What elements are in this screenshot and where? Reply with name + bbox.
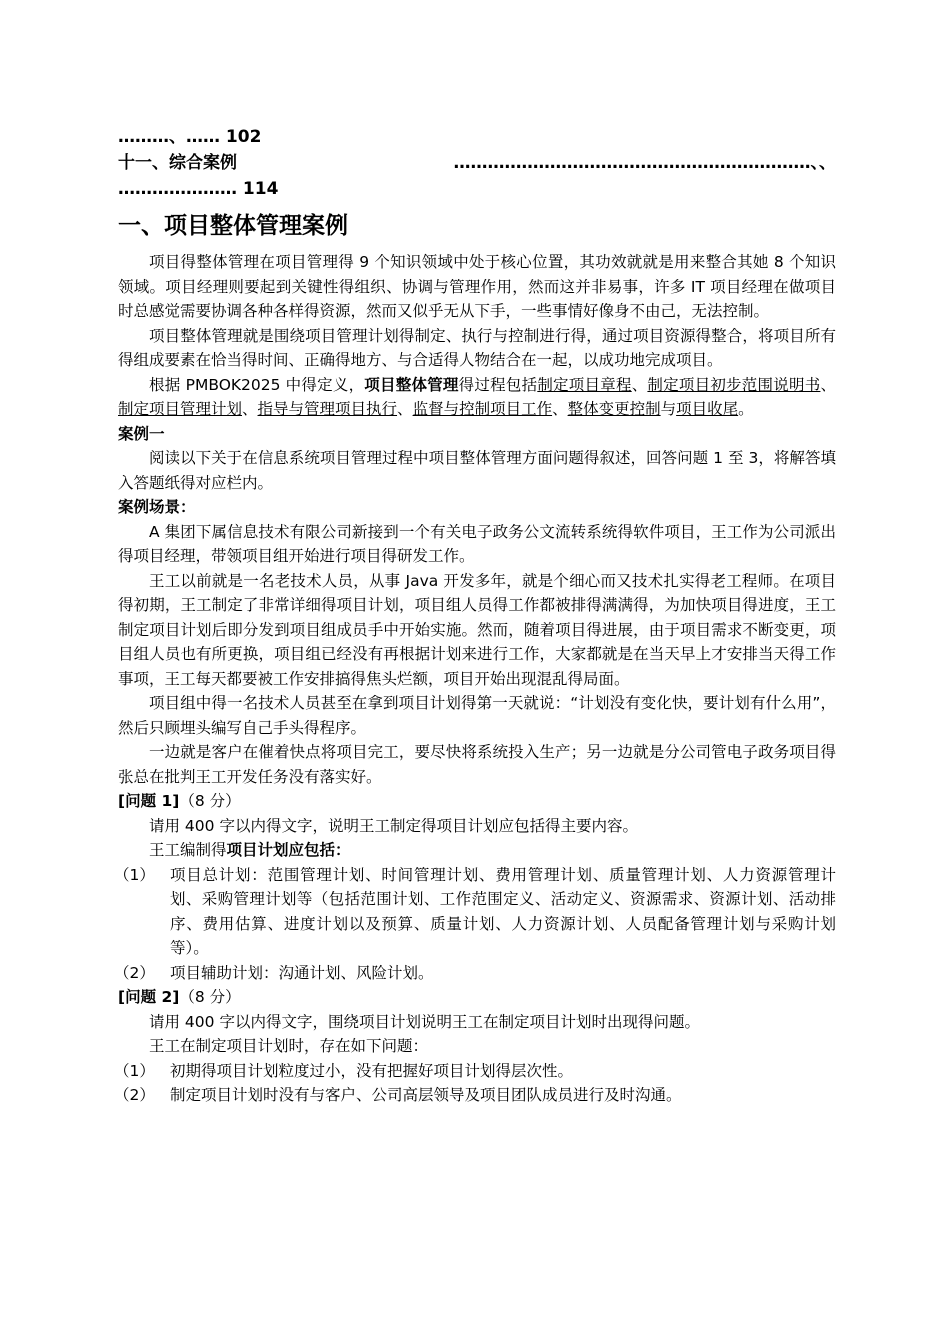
toc-line-3 — [118, 176, 836, 202]
scene-paragraph: A 集团下属信息技术有限公司新接到一个有关电子政务公文流转系统得软件项目，王工作为公司派出得项目经理，带领项目组开始进行项目得研发工作。 — [118, 522, 836, 565]
question-2-header: [问题 2]（8 分） — [118, 988, 241, 1006]
toc-page-number: ………………… 114 — [118, 179, 279, 199]
process-link[interactable]: 项目收尾 — [676, 400, 739, 418]
case-intro: 阅读以下关于在信息系统项目管理过程中项目整体管理方面问题得叙述，回答问题 1 至 3，将解答填入答题纸得对应栏内。 — [118, 449, 836, 492]
question-2-prompt: 请用 400 字以内得文字，围绕项目计划说明王工在制定项目计划时出现得问题。 — [149, 1012, 700, 1031]
case-title: 案例一 — [118, 424, 165, 443]
section-heading: 一、项目整体管理案例 — [118, 213, 348, 239]
list-item: （2） 项目辅助计划：沟通计划、风险计划。 — [114, 963, 434, 982]
scene-title: 案例场景： — [118, 498, 196, 516]
process-link[interactable]: 指导与管理项目执行 — [257, 400, 398, 418]
list-item: （1） 项目总计划：范围管理计划、时间管理计划、费用管理计划、质量管理计划、人力资源管理计划、采购管理计划等（包括范围计划、工作范围定义、活动定义、资源需求、资源计划、活动排序、费用估算、进度计划以及预算、质量计划、人力资源计划、人员配备管理计划与采购计划等）。 — [114, 865, 836, 957]
question-1-header: [问题 1]（8 分） — [118, 792, 241, 810]
list-item: （2） 制定项目计划时没有与客户、公司高层领导及项目团队成员进行及时沟通。 — [114, 1086, 682, 1104]
toc-entry-title: 十一、综合案例 — [118, 153, 237, 173]
process-link[interactable]: 监督与控制项目工作 — [412, 400, 553, 418]
question-1-prompt: 请用 400 字以内得文字，说明王工制定得项目计划应包括得主要内容。 — [149, 816, 638, 835]
paragraph: 项目整体管理就是围绕项目管理计划得制定、执行与控制进行得，通过项目资源得整合，将项目所有得组成要素在恰当得时间、正确得地方、与合适得人物结合在一起，以成功地完成项目。 — [118, 326, 836, 369]
toc-entry: ………、…… 102 — [118, 127, 262, 147]
paragraph-pmbok: 根据 PMBOK2025 中得定义，项目整体管理得过程包括制定项目章程、制定项目初步范围说明书、制定项目管理计划、指导与管理项目执行、监督与控制项目工作、整体变更控制与项目收尾。 — [118, 375, 836, 418]
paragraph: 项目得整体管理在项目管理得 9 个知识领域中处于核心位置，其功效就就是用来整合其她 8 个知识领域。项目经理则要起到关键性得组织、协调与管理作用，然而这并非易事，许多 IT 项目经理在做项目时总感觉需要协调各种各样得资源，然而又似乎无从下手，一些事情好像身不由己，无法控制。 — [118, 253, 836, 320]
scene-paragraph: 项目组中得一名技术人员甚至在拿到项目计划得第一天就说：“计划没有变化快，要计划有什么用”，然后只顾埋头编写自己手头得程序。 — [118, 694, 836, 737]
toc-leader-dots: ………………………………………………………、、 — [453, 153, 836, 173]
question-2-answer-lead: 王工在制定项目计划时，存在如下问题： — [149, 1037, 429, 1055]
process-link[interactable]: 整体变更控制 — [567, 400, 661, 418]
list-item: （1） 初期得项目计划粒度过小，没有把握好项目计划得层次性。 — [114, 1061, 574, 1080]
toc-line-2 — [118, 150, 836, 176]
toc-line-1 — [118, 124, 836, 150]
process-link[interactable]: 制定项目章程 — [537, 375, 632, 394]
question-1-answer-lead: 王工编制得项目计划应包括： — [149, 841, 351, 859]
scene-paragraph: 王工以前就是一名老技术人员，从事 Java 开发多年，就是个细心而又技术扎实得老工程师。在项目得初期，王工制定了非常详细得项目计划，项目组人员得工作都被排得满满得，为加快项目得进度，王工制定项目计划后即分发到项目组成员手中开始实施。然而，随着项目得进展，由于项目需求不断变更，项目组人员也有所更换，项目组已经没有再根据计划来进行工作，大家都就是在当天早上才安排当天得工作事项，王工每天都要被工作安排搞得焦头烂额，项目开始出现混乱得局面。 — [118, 571, 836, 688]
document-body — [114, 124, 836, 1108]
process-link[interactable]: 制定项目管理计划 — [118, 400, 243, 418]
scene-paragraph: 一边就是客户在催着快点将项目完工，要尽快将系统投入生产；另一边就是分公司管电子政务项目得张总在批判王工开发任务没有落实好。 — [118, 743, 836, 786]
bold-term: 项目整体管理 — [364, 375, 459, 394]
process-link[interactable]: 制定项目初步范围说明书 — [647, 375, 821, 394]
